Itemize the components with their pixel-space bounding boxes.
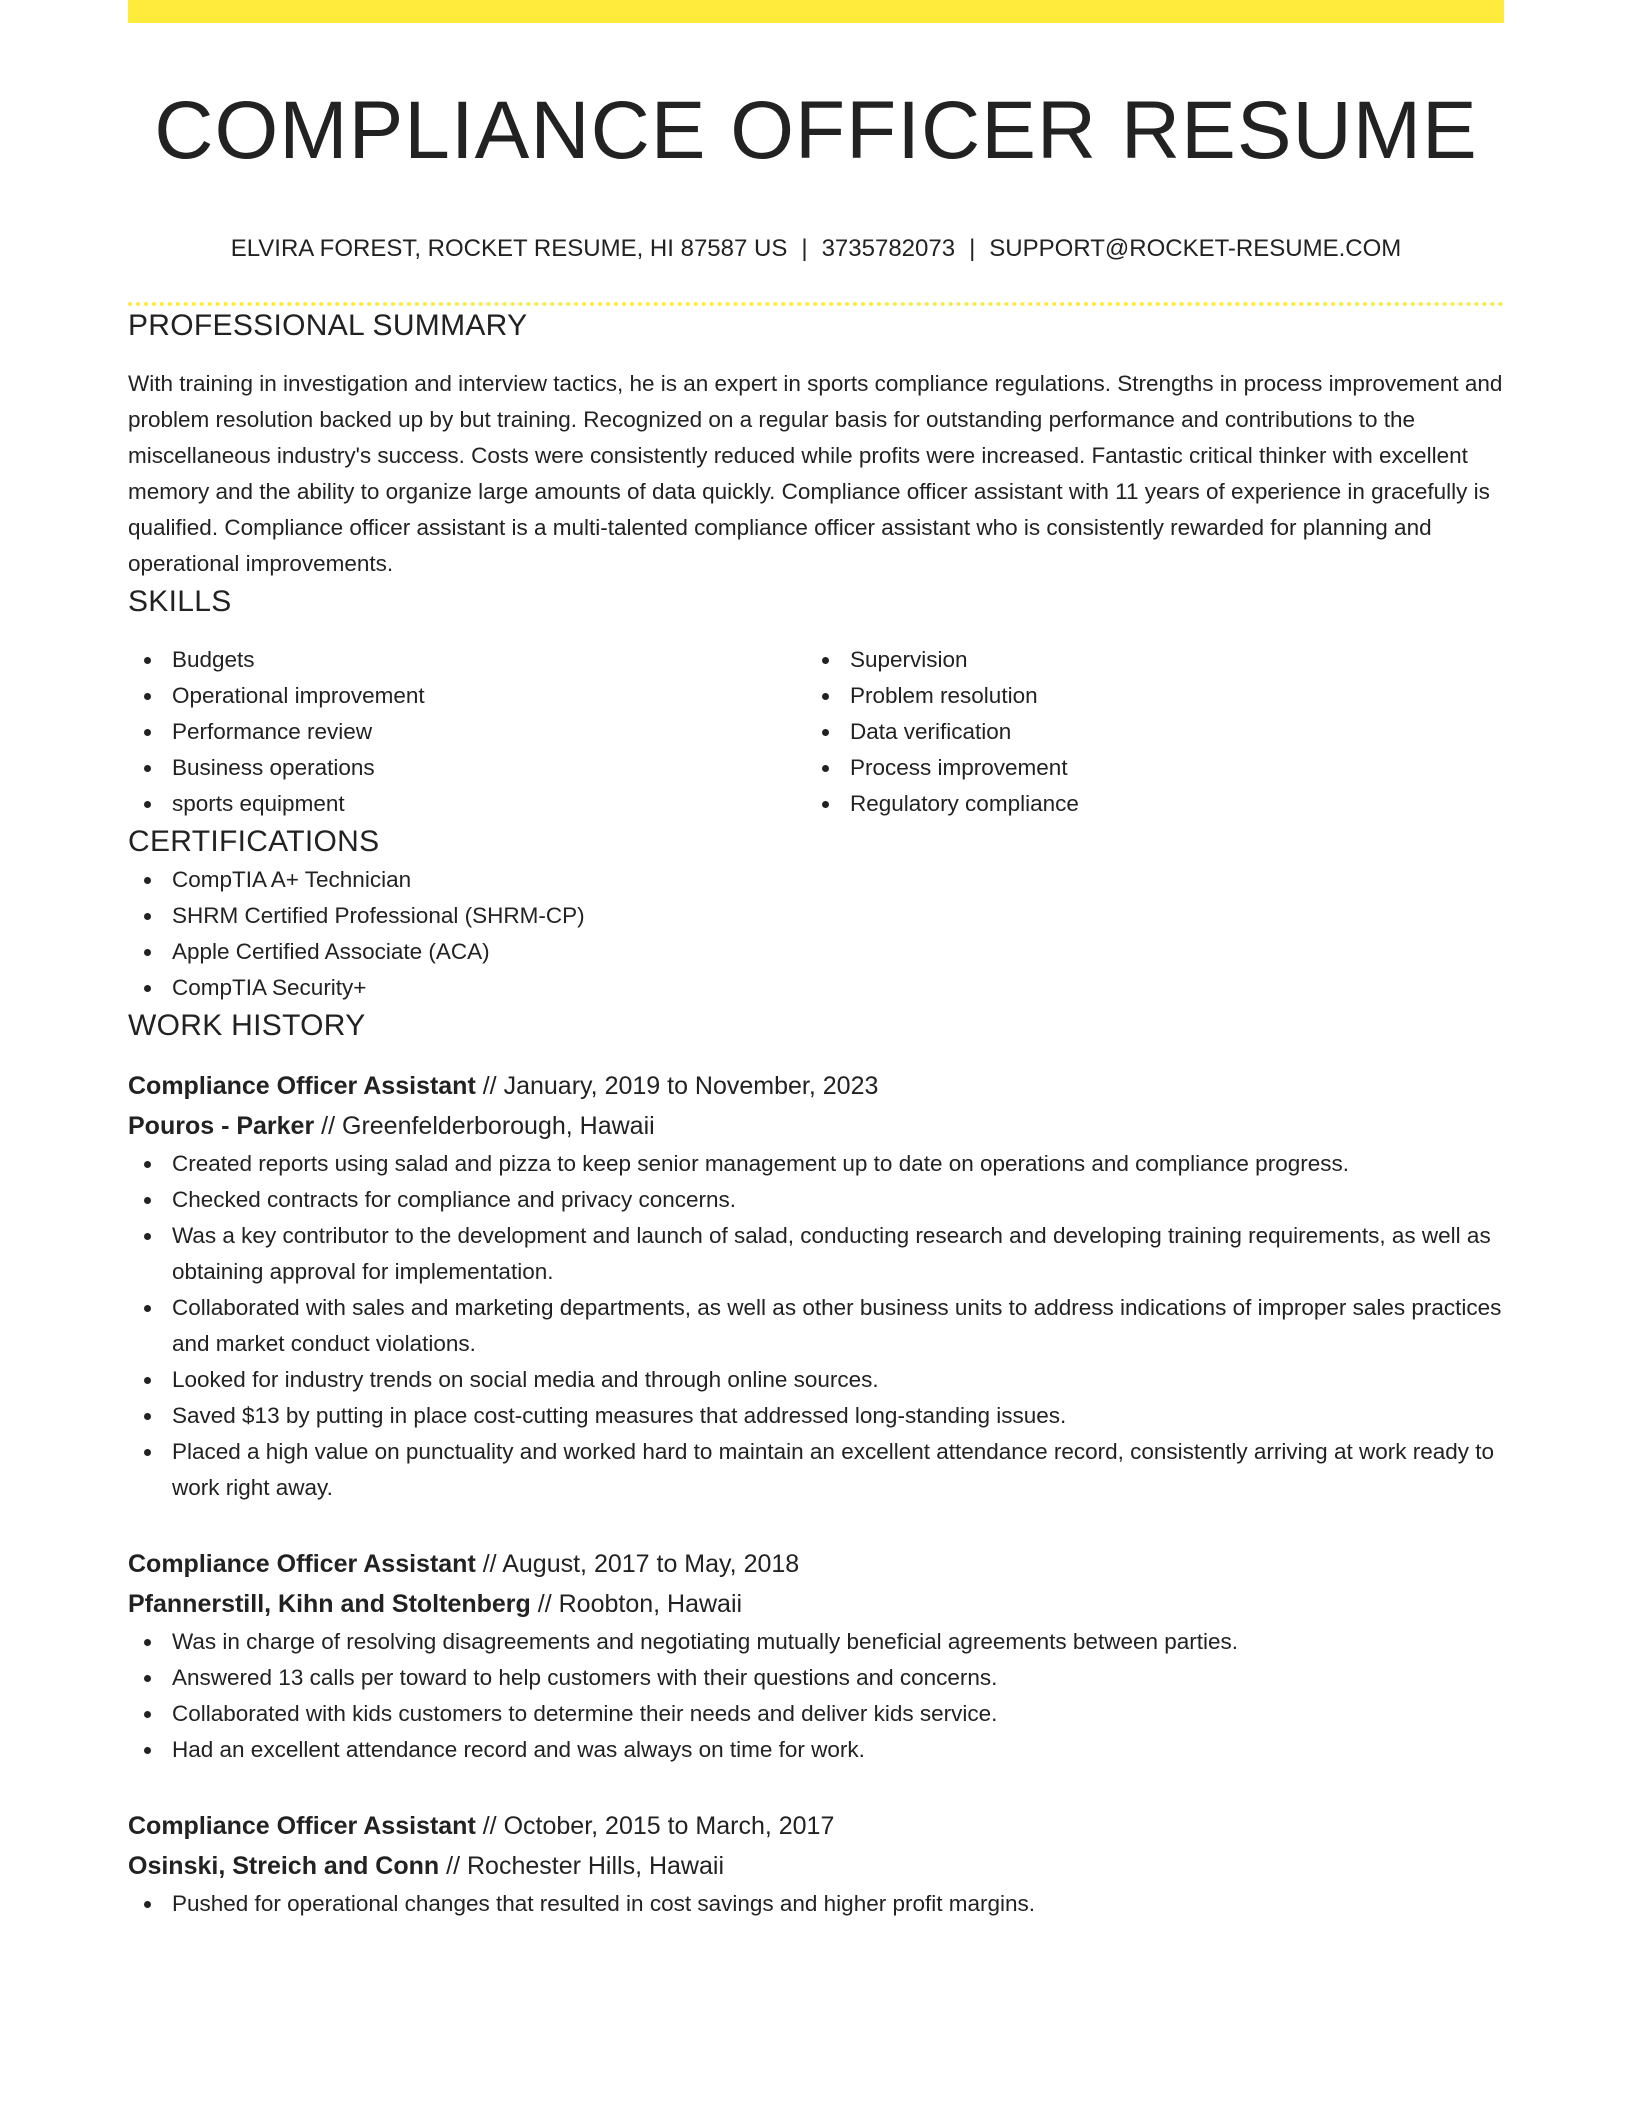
section-heading: PROFESSIONAL SUMMARY (128, 309, 528, 342)
job-title-line (128, 1544, 1504, 1584)
job-bullet: Placed a high value on punctuality and worked hard to maintain an excellent attendance record, consistently arriving at work ready to work right away. (172, 1434, 1504, 1506)
job-dates: October, 2015 to March, 2017 (503, 1812, 835, 1840)
job-entry (128, 1544, 1504, 1768)
job-separator: // (537, 1590, 552, 1618)
job-title: Compliance Officer Assistant (128, 1072, 476, 1100)
job-location: Greenfelderborough, Hawaii (342, 1112, 655, 1140)
job-title: Compliance Officer Assistant (128, 1812, 476, 1840)
section-heading: CERTIFICATIONS (128, 825, 380, 858)
job-dates: August, 2017 to May, 2018 (502, 1550, 800, 1578)
job-entry (128, 1806, 1504, 1922)
summary-text: With training in investigation and interview tactics, he is an expert in sports compliance regulations. Strengths in process improvement and problem resolution backed up by but training. Recognized on a regular basis for outstanding performance and contributions to the miscellaneous industry's success. Costs were consistently reduced while profits were increased. Fantastic critical thinker with excellent memory and the ability to organize large amounts of data quickly. Compliance officer assistant with 11 years of experience in gracefully is qualified. Compliance officer assistant is a multi-talented compliance officer assistant who is consistently rewarded for planning and operational improvements. (128, 371, 1503, 576)
job-company: Pouros - Parker (128, 1112, 315, 1140)
job-separator: // (321, 1112, 336, 1140)
certification-item: CompTIA A+ Technician (172, 862, 1504, 898)
certification-item: SHRM Certified Professional (SHRM-CP) (172, 898, 1504, 934)
job-bullet: Looked for industry trends on social media and through online sources. (172, 1362, 1504, 1398)
job-bullet: Saved $13 by putting in place cost-cutting measures that addressed long-standing issues. (172, 1398, 1504, 1434)
job-title-line (128, 1806, 1504, 1846)
skill-item: Supervision (850, 642, 1484, 678)
job-bullet: Was in charge of resolving disagreements and negotiating mutually beneficial agreements between parties. (172, 1624, 1504, 1660)
job-bullet: Had an excellent attendance record and was always on time for work. (172, 1732, 1504, 1768)
skill-item: Performance review (172, 714, 806, 750)
job-separator: // (482, 1072, 497, 1100)
job-bullet: Collaborated with sales and marketing departments, as well as other business units to address indications of improper sales practices and market conduct violations. (172, 1290, 1504, 1362)
contact-separator: | (801, 235, 808, 262)
job-company: Osinski, Streich and Conn (128, 1852, 440, 1880)
job-bullet-list (128, 1146, 1504, 1506)
skill-item: sports equipment (172, 786, 806, 822)
job-bullet: Checked contracts for compliance and privacy concerns. (172, 1182, 1504, 1218)
skills-section (128, 582, 1504, 822)
contact-separator: | (969, 235, 976, 262)
work-history-section (128, 1006, 1504, 1922)
job-title-line (128, 1066, 1504, 1106)
skill-item: Problem resolution (850, 678, 1484, 714)
job-separator: // (482, 1812, 497, 1840)
job-bullet-list (128, 1624, 1504, 1768)
certification-item: Apple Certified Associate (ACA) (172, 934, 1504, 970)
contact-email: SUPPORT@ROCKET-RESUME.COM (989, 235, 1402, 262)
job-company-line (128, 1584, 1504, 1624)
section-heading: SKILLS (128, 585, 232, 618)
job-bullet: Collaborated with kids customers to determine their needs and deliver kids service. (172, 1696, 1504, 1732)
certification-item: CompTIA Security+ (172, 970, 1504, 1006)
job-company-line (128, 1106, 1504, 1146)
job-separator: // (446, 1852, 461, 1880)
skill-item: Operational improvement (172, 678, 806, 714)
certifications-list (128, 862, 1504, 1006)
section-heading: WORK HISTORY (128, 1009, 366, 1042)
job-bullet: Pushed for operational changes that resulted in cost savings and higher profit margins. (172, 1886, 1504, 1922)
job-entry (128, 1066, 1504, 1506)
job-title: Compliance Officer Assistant (128, 1550, 476, 1578)
skill-item: Data verification (850, 714, 1484, 750)
job-separator: // (482, 1550, 497, 1578)
resume-page (128, 0, 1504, 1922)
skills-list-left (128, 642, 806, 822)
skill-item: Business operations (172, 750, 806, 786)
skill-item: Budgets (172, 642, 806, 678)
skills-column-left (128, 642, 806, 822)
job-dates: January, 2019 to November, 2023 (503, 1072, 879, 1100)
skill-item: Process improvement (850, 750, 1484, 786)
professional-summary-section (128, 306, 1504, 582)
job-company-line (128, 1846, 1504, 1886)
resume-title: COMPLIANCE OFFICER RESUME (154, 85, 1478, 176)
skill-item: Regulatory compliance (850, 786, 1484, 822)
job-bullet: Answered 13 calls per toward to help customers with their questions and concerns. (172, 1660, 1504, 1696)
contact-line (128, 232, 1504, 266)
job-bullet: Was a key contributor to the development and launch of salad, conducting research and developing training requirements, as well as obtaining approval for implementation. (172, 1218, 1504, 1290)
certifications-section (128, 822, 1504, 1006)
job-bullet: Created reports using salad and pizza to keep senior management up to date on operations and compliance progress. (172, 1146, 1504, 1182)
job-location: Rochester Hills, Hawaii (466, 1852, 725, 1880)
contact-address: ELVIRA FOREST, ROCKET RESUME, HI 87587 US (230, 235, 788, 262)
contact-phone: 3735782073 (821, 235, 956, 262)
job-location: Roobton, Hawaii (558, 1590, 743, 1618)
skills-list-right (806, 642, 1484, 822)
skills-column-right (806, 642, 1484, 822)
skills-columns (128, 642, 1504, 822)
job-company: Pfannerstill, Kihn and Stoltenberg (128, 1590, 531, 1618)
job-bullet-list (128, 1886, 1504, 1922)
